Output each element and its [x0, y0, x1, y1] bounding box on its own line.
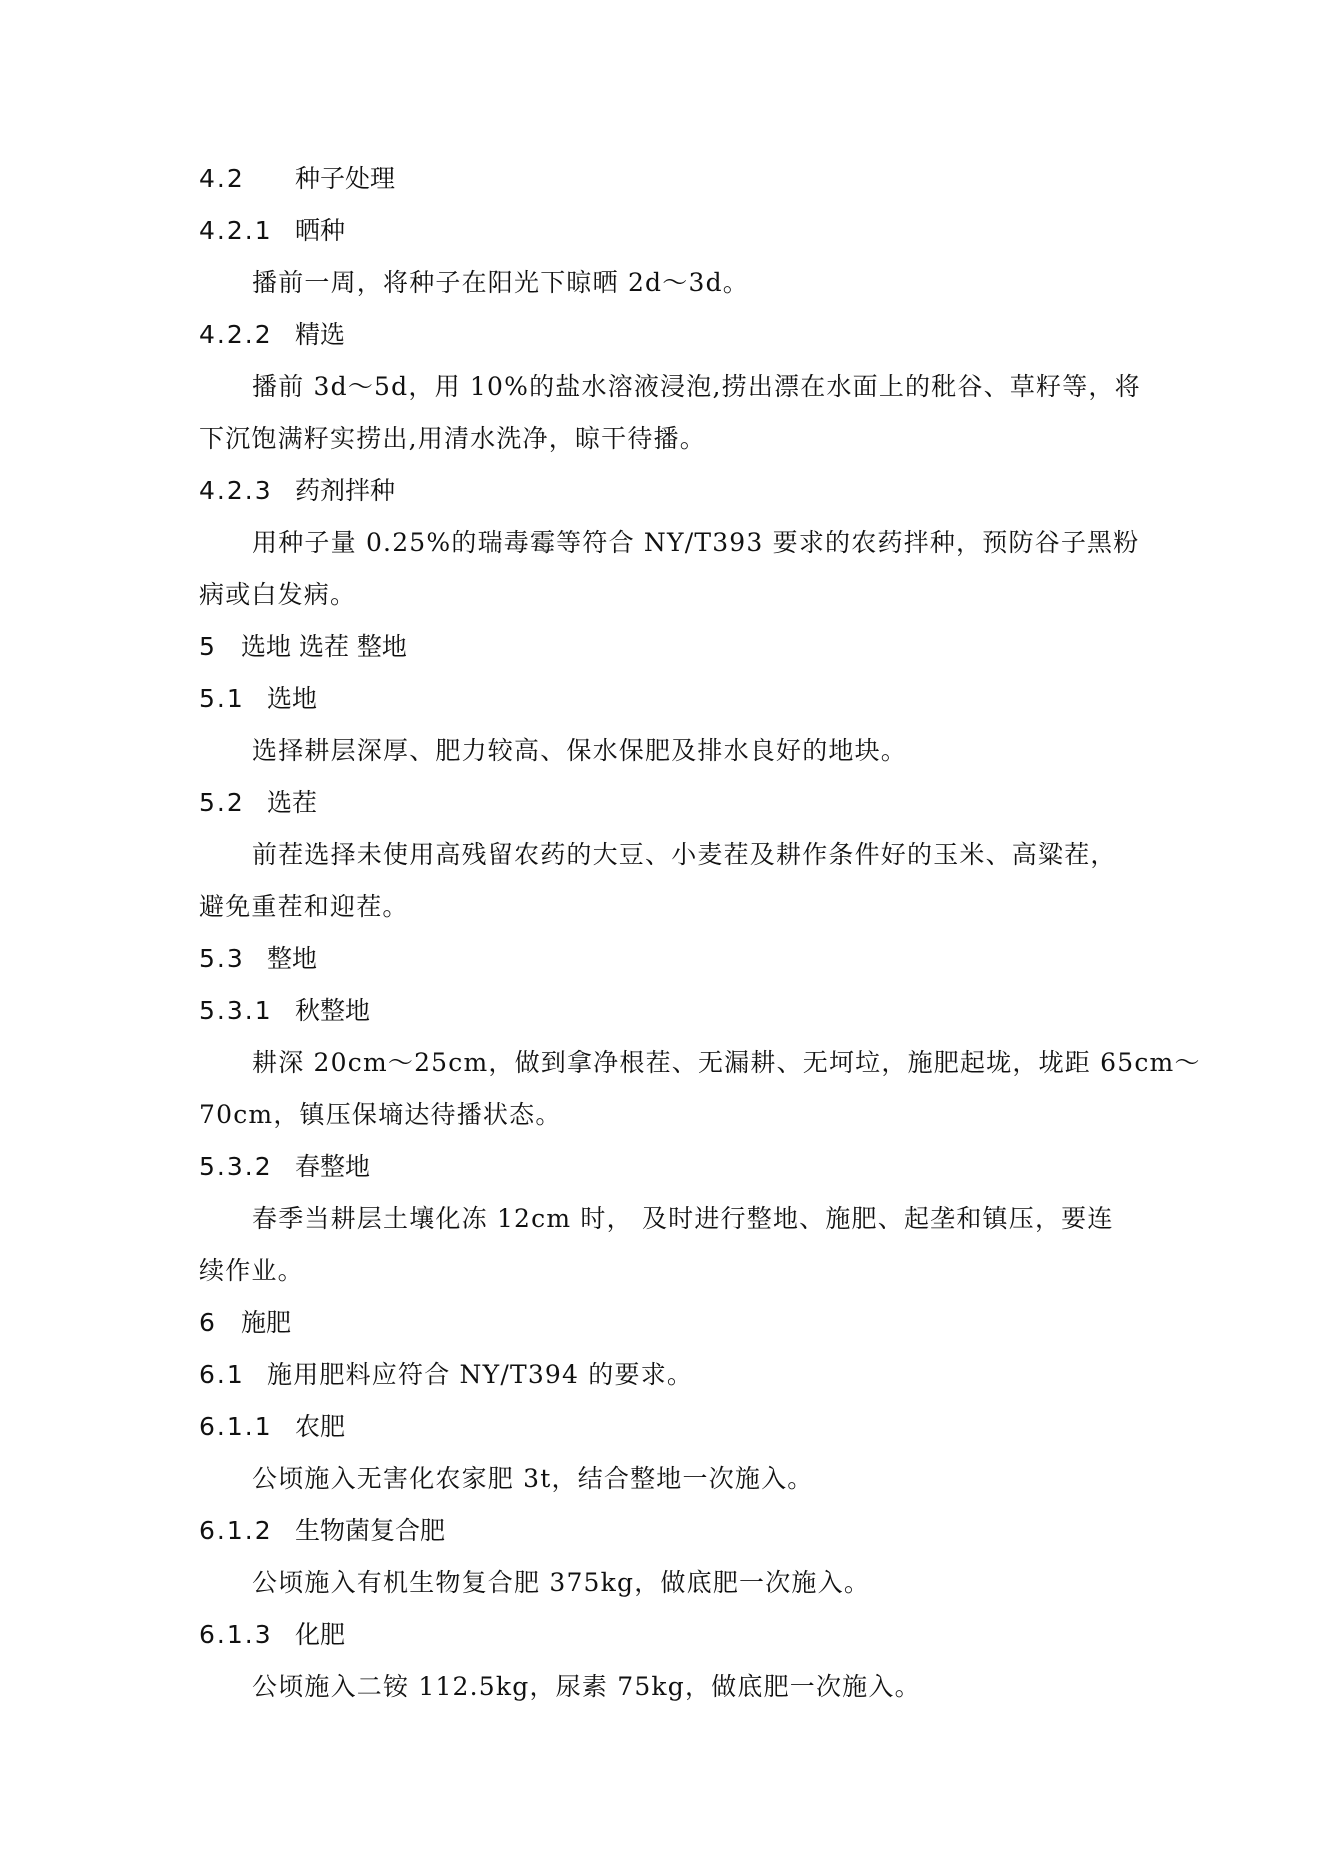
heading-6-1	[199, 1358, 693, 1392]
section-number: 4.2.1	[199, 216, 273, 245]
section-number: 4.2	[199, 164, 245, 193]
section-title: 生物菌复合肥	[295, 1516, 446, 1545]
paragraph: 前茬选择未使用高残留农药的大豆、小麦茬及耕作条件好的玉米、高粱茬，	[252, 840, 1117, 869]
section-number: 5	[199, 632, 217, 661]
paragraph: 播前一周，将种子在阳光下晾晒 2d～3d。	[252, 268, 749, 297]
section-number: 6	[199, 1308, 217, 1337]
heading-5-3-2	[199, 1150, 370, 1184]
section-title: 选茬	[267, 788, 318, 817]
section-number: 6.1.3	[199, 1620, 273, 1649]
section-number: 4.2.2	[199, 320, 273, 349]
section-title: 秋整地	[295, 996, 371, 1025]
section-title: 选地 选茬 整地	[241, 632, 407, 661]
section-title: 选地	[267, 684, 318, 713]
paragraph-continued: 病或白发病。	[199, 580, 357, 609]
section-title: 药剂拌种	[295, 476, 396, 505]
section-number: 5.3.2	[199, 1152, 273, 1181]
paragraph: 春季当耕层土壤化冻 12cm 时， 及时进行整地、施肥、起垄和镇压，要连	[252, 1204, 1114, 1233]
heading-4-2-3	[199, 474, 395, 508]
heading-6-1-1	[199, 1410, 345, 1444]
section-title: 施用肥料应符合 NY/T394 的要求。	[267, 1360, 694, 1389]
paragraph-continued: 续作业。	[199, 1256, 304, 1285]
heading-4-2	[199, 162, 395, 196]
section-title: 施肥	[241, 1308, 292, 1337]
heading-6-1-3	[199, 1618, 345, 1652]
section-number: 6.1.2	[199, 1516, 273, 1545]
section-number: 5.3	[199, 944, 245, 973]
heading-4-2-1	[199, 214, 345, 248]
section-title: 整地	[267, 944, 318, 973]
section-title: 精选	[295, 320, 346, 349]
paragraph: 用种子量 0.25%的瑞毒霉等符合 NY/T393 要求的农药拌种，预防谷子黑粉	[252, 528, 1140, 557]
heading-5-1	[199, 682, 317, 716]
paragraph: 公顷施入有机生物复合肥 375kg，做底肥一次施入。	[252, 1568, 871, 1597]
section-title: 晒种	[295, 216, 346, 245]
section-title: 农肥	[295, 1412, 346, 1441]
paragraph: 播前 3d～5d，用 10%的盐水溶液浸泡,捞出漂在水面上的秕谷、草籽等，将	[252, 372, 1141, 401]
paragraph: 耕深 20cm～25cm，做到拿净根茬、无漏耕、无坷垃，施肥起垅，垅距 65cm～	[252, 1048, 1201, 1077]
heading-6	[199, 1306, 291, 1340]
section-title: 春整地	[295, 1152, 371, 1181]
paragraph: 公顷施入二铵 112.5kg，尿素 75kg，做底肥一次施入。	[252, 1672, 921, 1701]
heading-4-2-2	[199, 318, 345, 352]
section-number: 5.1	[199, 684, 245, 713]
heading-5-3-1	[199, 994, 370, 1028]
section-title: 种子处理	[295, 164, 396, 193]
paragraph: 选择耕层深厚、肥力较高、保水保肥及排水良好的地块。	[252, 736, 908, 765]
paragraph-continued: 70cm，镇压保墒达待播状态。	[199, 1100, 562, 1129]
paragraph-continued: 下沉饱满籽实捞出,用清水洗净，晾干待播。	[199, 424, 706, 453]
heading-5	[199, 630, 407, 664]
heading-5-2	[199, 786, 317, 820]
section-title: 化肥	[295, 1620, 346, 1649]
paragraph: 公顷施入无害化农家肥 3t，结合整地一次施入。	[252, 1464, 814, 1493]
section-number: 5.3.1	[199, 996, 273, 1025]
paragraph-continued: 避免重茬和迎茬。	[199, 892, 409, 921]
heading-5-3	[199, 942, 317, 976]
section-number: 5.2	[199, 788, 245, 817]
section-number: 4.2.3	[199, 476, 273, 505]
section-number: 6.1.1	[199, 1412, 273, 1441]
heading-6-1-2	[199, 1514, 445, 1548]
section-number: 6.1	[199, 1360, 245, 1389]
